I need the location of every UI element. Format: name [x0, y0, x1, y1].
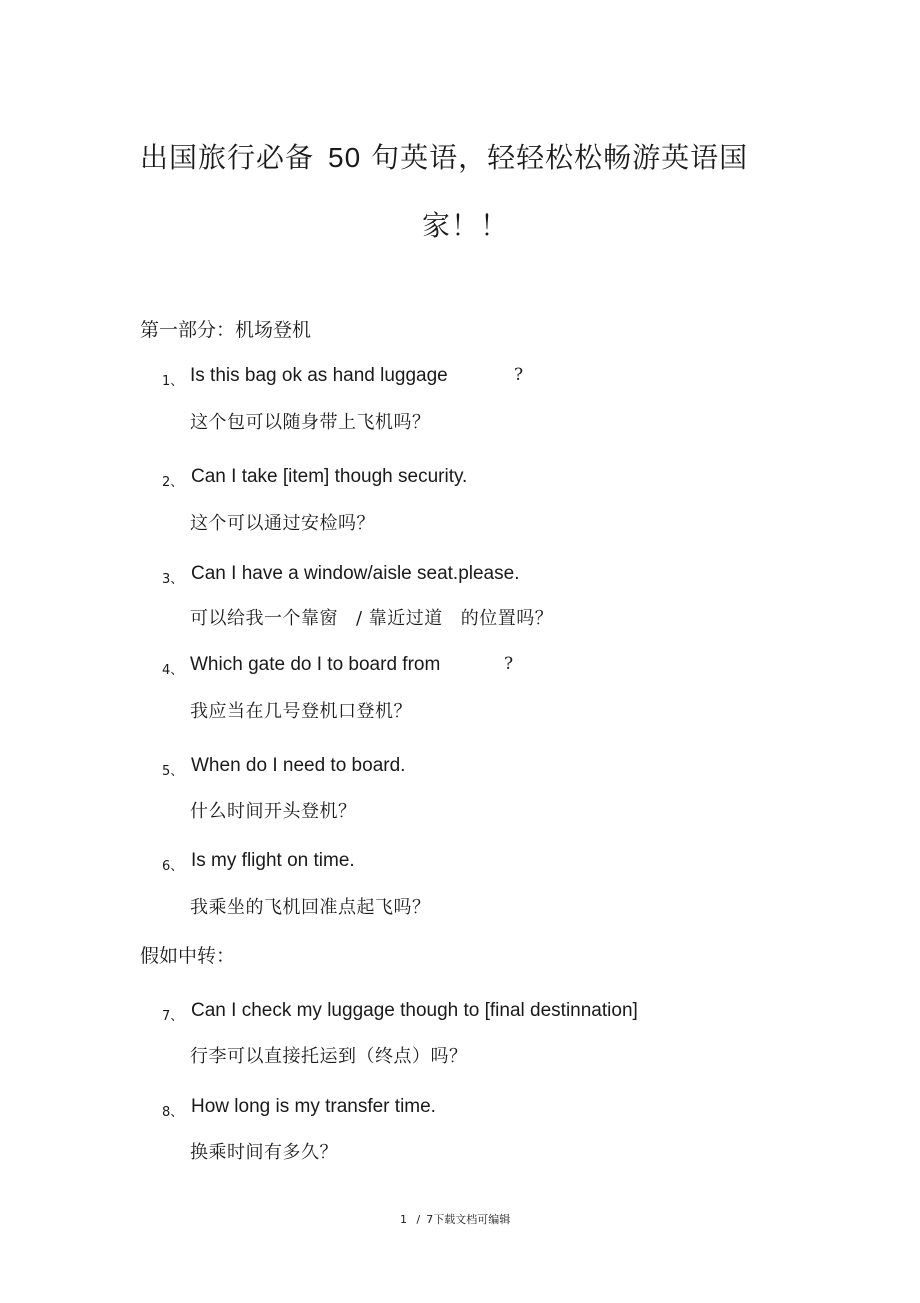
item-chinese: 什么时间开头登机？: [190, 801, 357, 822]
item-english: When do I need to board.: [191, 755, 406, 776]
section-heading-transfer: 假如中转：: [140, 945, 236, 967]
item-english: Which gate do I to board from: [190, 654, 441, 675]
item-index: 6、: [162, 859, 184, 874]
item-chinese: 我乘坐的飞机回准点起飞吗？: [190, 897, 431, 918]
item-chinese: 这个包可以随身带上飞机吗？: [190, 412, 431, 433]
item-chinese: 换乘时间有多久？: [190, 1142, 338, 1163]
item-index: 7、: [162, 1009, 184, 1024]
item-english: How long is my transfer time.: [191, 1096, 436, 1117]
title-line1-num: 50: [328, 142, 362, 173]
page-separator: /: [416, 1213, 421, 1226]
title-line1-post: 句英语，轻轻松松畅游英语国: [371, 141, 749, 174]
item-index: 3、: [162, 572, 184, 587]
item-english: Can I have a window/aisle seat.please.: [191, 563, 520, 584]
item-index: 5、: [162, 764, 184, 779]
item-english: Is this bag ok as hand luggage: [190, 365, 448, 386]
item-index: 1、: [162, 374, 184, 389]
item-english: Can I check my luggage though to [final destinnation]: [191, 1000, 638, 1021]
title-line2: 家！！: [422, 209, 510, 242]
item-index: 2、: [162, 475, 184, 490]
item-english: Can I take [item] though security.: [191, 466, 468, 487]
item-index: 8、: [162, 1105, 184, 1120]
section-heading-boarding: 第一部分：机场登机: [140, 319, 312, 341]
item-chinese-part-a: 可以给我一个靠窗: [190, 608, 338, 629]
page-total: 7: [426, 1213, 434, 1226]
page-footer: [400, 1211, 510, 1227]
item-chinese-part-b: / 靠近过道: [356, 608, 443, 629]
item-chinese: [190, 604, 553, 630]
item-chinese: 行李可以直接托运到（终点）吗？: [190, 1046, 468, 1067]
item-question-mark: ?: [514, 365, 524, 385]
footer-note: 下载文档可编辑: [433, 1213, 511, 1226]
item-chinese: 我应当在几号登机口登机？: [190, 701, 412, 722]
item-question-mark: ?: [504, 654, 514, 674]
title-line1-pre: 出国旅行必备: [140, 141, 315, 174]
item-chinese: 这个可以通过安检吗？: [190, 513, 375, 534]
page-number: 1: [400, 1213, 407, 1226]
item-index: 4、: [162, 663, 184, 678]
document-title: [140, 136, 748, 176]
item-chinese-part-c: 的位置吗？: [460, 608, 554, 629]
item-english: Is my flight on time.: [191, 850, 355, 871]
